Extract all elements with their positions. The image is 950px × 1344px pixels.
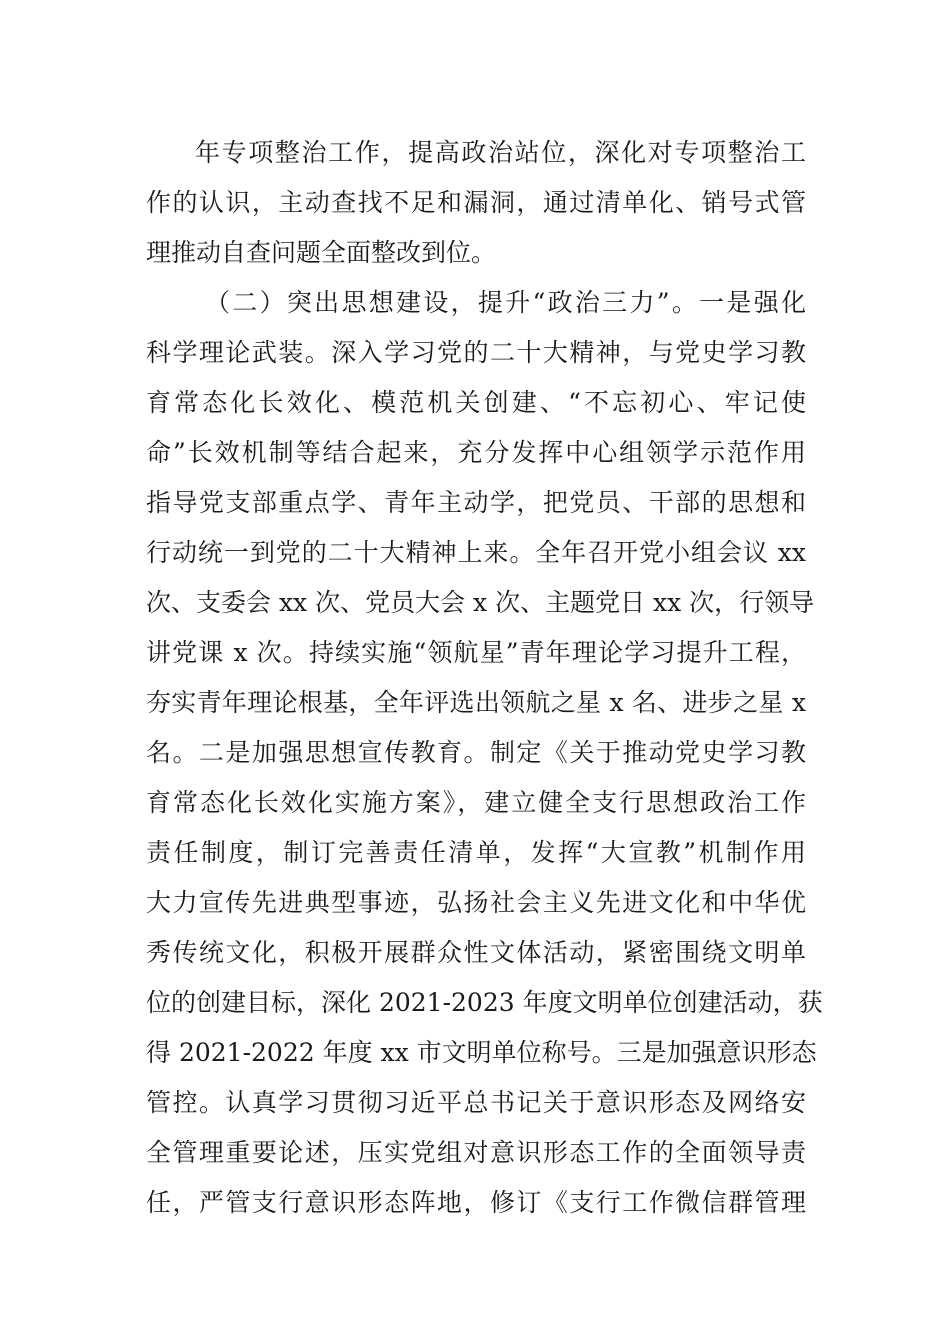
text-line: 全管理重要论述，压实党组对意识形态工作的全面领导责 (146, 1138, 806, 1167)
text-line: 科学理论武装。深入学习党的二十大精神，与党史学习教 (146, 338, 806, 367)
text-line: 任，严管支行意识形态阵地，修订《支行工作微信群管理 (146, 1188, 806, 1217)
text-line: 行动统一到党的二十大精神上来。全年召开党小组会议 xx (146, 538, 806, 567)
text-line: 位的创建目标，深化 2021-2023 年度文明单位创建活动，获 (146, 988, 823, 1017)
text-line: 育常态化长效化实施方案》，建立健全支行思想政治工作 (146, 788, 806, 817)
text-line: 夯实青年理论根基，全年评选出领航之星 x 名、进步之星 x (146, 688, 806, 717)
text-line: 作的认识，主动查找不足和漏洞，通过清单化、销号式管 (146, 188, 806, 217)
text-line: 秀传统文化，积极开展群众性文体活动，紧密围绕文明单 (146, 938, 806, 967)
text-line: 命”长效机制等结合起来，充分发挥中心组领学示范作用 (146, 438, 806, 467)
text-line: 年专项整治工作，提高政治站位，深化对专项整治工 (195, 138, 806, 167)
text-line: 次、支委会 xx 次、党员大会 x 次、主题党日 xx 次，行领导 (146, 588, 815, 617)
text-line: 得 2021-2022 年度 xx 市文明单位称号。三是加强意识形态 (146, 1038, 817, 1067)
text-line: 管控。认真学习贯彻习近平总书记关于意识形态及网络安 (146, 1088, 806, 1117)
text-line: 大力宣传先进典型事迹，弘扬社会主义先进文化和中华优 (146, 888, 806, 917)
text-line: 责任制度，制订完善责任清单，发挥“大宣教”机制作用 (146, 838, 806, 867)
text-line: 指导党支部重点学、青年主动学，把党员、干部的思想和 (146, 488, 806, 517)
text-line: 讲党课 x 次。持续实施“领航星”青年理论学习提升工程， (146, 638, 806, 667)
text-line: 名。二是加强思想宣传教育。制定《关于推动党史学习教 (146, 738, 806, 767)
text-line: 理推动自查问题全面整改到位。 (146, 238, 497, 267)
section-heading-line: （二）突出思想建设，提升“政治三力”。一是强化 (205, 288, 806, 317)
text-line: 育常态化长效化、模范机关创建、“不忘初心、牢记使 (146, 388, 806, 417)
